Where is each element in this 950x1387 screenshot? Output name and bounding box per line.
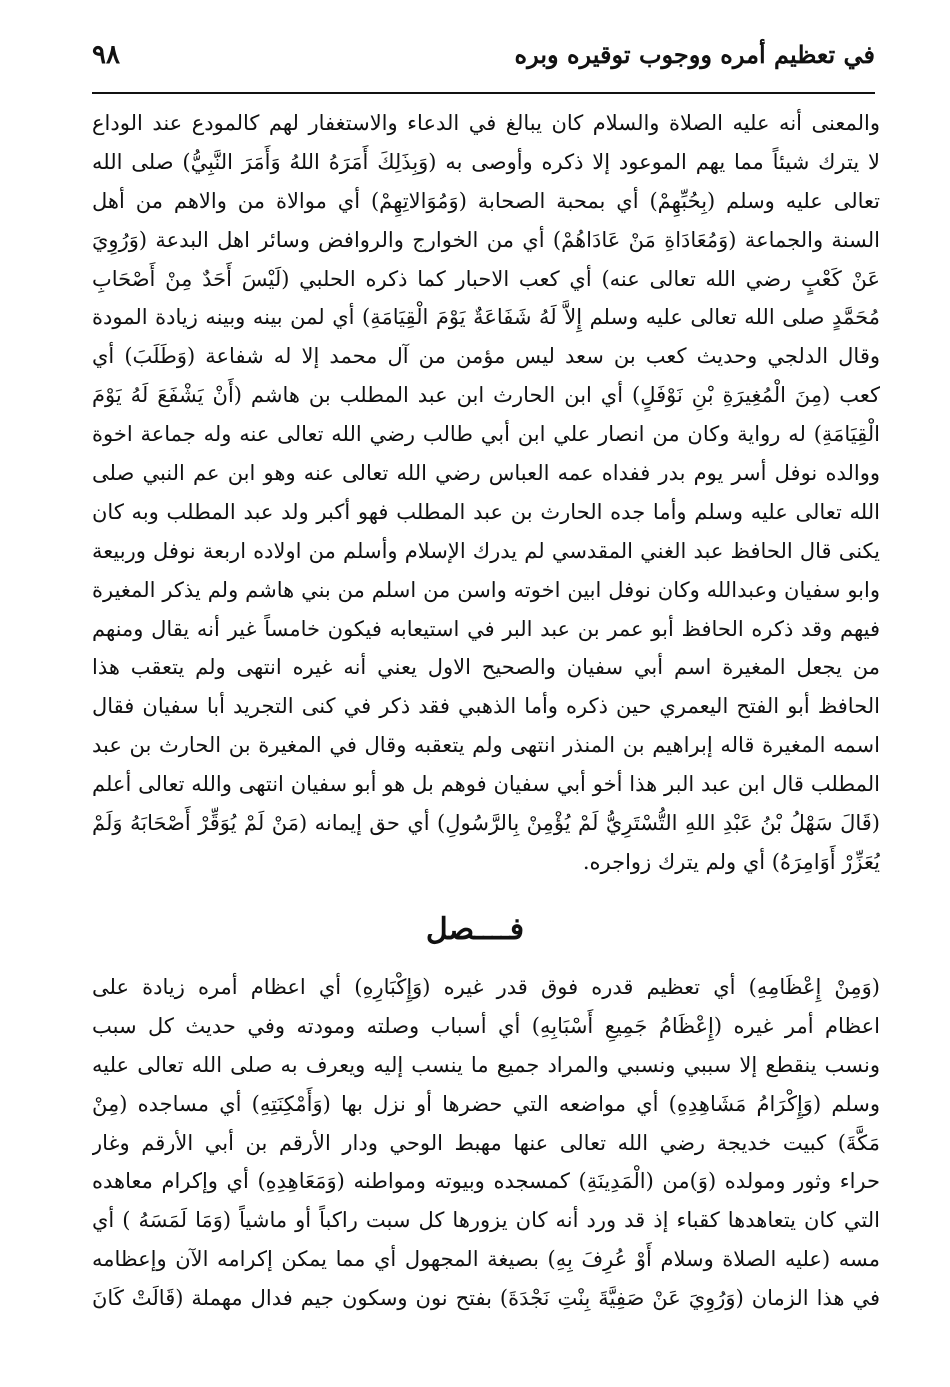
text-line: مَكَّةَ) كبيت خديجة رضي الله تعالى عنها مهبط الوحي ودار الأرقم بن أبي الأرقم وغار — [92, 1130, 880, 1155]
text-line: والمعنى أنه عليه الصلاة والسلام كان يبالغ في الدعاء والاستغفار لهم كالمودع عند الوداع — [92, 111, 880, 135]
text-line: كعب (مِنَ الْمُغِيرَةِ بْنِ نَوْفَلٍ) أي ابن الحارث ابن عبد المطلب بن هاشم (أَنْ يَشْفَعَ لَهُ يَوْمَ — [92, 383, 880, 408]
main-paragraph — [92, 104, 880, 882]
header-title: في تعظيم أمره ووجوب توقيره وبره — [514, 40, 875, 69]
text-line: عَنْ كَعْبٍ رضي الله تعالى عنه) أي كعب الاحبار كما ذكره الحلبي (لَيْسَ أَحَدٌ مِنْ أَصْحَابِ — [92, 266, 880, 291]
text-line: وقال الدلجي وحديث كعب بن سعد ليس مؤمن من آل محمد إلا له شفاعة (وَطَلَبَ) أي — [92, 344, 880, 369]
text-line: من يجعل المغيرة اسم أبي سفيان والصحيح الاول يعني أنه غيره انتهى ولم يتعقب هذا — [92, 655, 880, 680]
text-line: الحافظ أبو الفتح اليعمري حين ذكره وأما الذهبي فقد ذكر في كنى التجريد أبا سفيان فقال — [92, 694, 880, 719]
section-heading: فــــصل — [425, 912, 525, 947]
text-line: في هذا الزمان (وَرُوِيَ عَنْ صَفِيَّةَ بِنْتِ نَجْدَةَ) بفتح نون وسكون جيم فدال مهملة (قَالَتْ كَانَ — [92, 1286, 880, 1311]
section-paragraph — [92, 968, 880, 1318]
text-line: الله تعالى عليه وسلم وأما جده الحارث بن عبد المطلب فهو أكبر ولد عبد المطلب وبه كان — [92, 499, 880, 524]
text-line: يُعَزِّرْ أَوَامِرَهُ) أي ولم يترك زواجره. — [582, 849, 880, 874]
text-line: التي كان يتعاهدها كقباء إذ قد ورد أنه كان يزورها كل سبت راكباً أو ماشياً (وَمَا لَمَسَهُ ) أي — [92, 1208, 880, 1233]
text-line: ونسب ينقطع إلا سببي ونسبي والمراد جميع ما ينسب إليه ويعرف به صلى الله تعالى عليه — [92, 1052, 880, 1077]
text-line: السنة والجماعة (وَمُعَادَاةِ مَنْ عَادَاهُمْ) أي من الخوارج والروافض وسائر اهل البدعة (وَرُوِيَ — [92, 227, 880, 252]
running-header — [92, 40, 875, 86]
text-line: حراء وثور ومولده (وَ)من (الْمَدِينَةِ) كمسجده وبيوته ومواطنه (وَمَعَاهِدِهِ) أي وإكرام معاهده — [92, 1169, 880, 1194]
text-line: وابو سفيان وعبدالله وكان نوفل ابين اخوته واسن من اسلم من بني هاشم ولم يذكر المغيرة — [92, 577, 880, 602]
page-number: ٩٨ — [92, 40, 120, 70]
text-line: (قَالَ سَهْلُ بْنُ عَبْدِ اللهِ التُّسْتَرِيُّ لَمْ يُؤْمِنْ بِالرَّسُولِ) أي حق إيمانه (مَنْ لَمْ يُوَقِّرْ أَصْحَابَهُ وَلَمْ — [92, 811, 880, 836]
header-divider — [92, 92, 875, 94]
text-line: مُحَمَّدٍ صلى الله تعالى عليه وسلم إِلاَّ لَهُ شَفَاعَةٌ يَوْمَ الْقِيَامَةِ) أي لمن بينه وبينه زيادة المودة — [92, 305, 880, 330]
text-line: اسمه المغيرة قاله إبراهيم بن المنذر انتهى ولم يتعقبه وقال في المغيرة بن الحارث بن عبد — [92, 733, 880, 758]
text-line: ووالده نوفل أسر يوم بدر ففداه عمه العباس رضي الله تعالى عنه وهو ابن عم النبي صلى — [92, 461, 880, 486]
text-line: المطلب قال ابن عبد البر هذا أخو أبي سفيان فوهم بل هو أبو سفيان انتهى والله تعالى أعلم — [92, 772, 880, 797]
text-line: الْقِيَامَةِ) له رواية وكان من انصار علي ابن أبي طالب رضي الله تعالى عنه وله جماعة اخوة — [92, 422, 880, 447]
text-line: وسلم (وَإِكْرَامُ مَشَاهِدِهِ) أي مواضعه التي حضرها أو نزل بها (وَأَمْكِنَتِهِ) أي مساجده (مِنْ — [92, 1091, 880, 1116]
text-line: تعالى عليه وسلم (بِحُبِّهِمْ) أي بمحبة الصحابة (وَمُوَالاتِهِمْ) أي موالاة من والاهم من أهل — [92, 188, 880, 213]
text-line: لا يترك شيئاً مما يهم الموعود إلا ذكره وأوصى به (وَبِذَلِكَ أَمَرَهُ اللهُ وَأَمَرَ النَّبِيُّ) صلى الله — [92, 149, 880, 174]
text-line: مسه (عليه الصلاة وسلام أَوْ عُرِفَ بِهِ) بصيغة المجهول أي مما يمكن إكرامه الآن وإعظامه — [92, 1247, 880, 1272]
text-line: يكنى قال الحافظ عبد الغني المقدسي لم يدرك الإسلام وأسلم من اولاده اربعة نوفل وربيعة — [92, 538, 880, 563]
text-line: فيهم وقد ذكره الحافظ أبو عمر بن عبد البر في استيعابه فيكون خامساً غير أنه يقال ومنهم — [92, 616, 880, 641]
text-line: اعظام أمر غيره (إِعْظَامُ جَمِيعِ أَسْبَابِهِ) أي أسباب وصلته ومودته وفي حديث كل سبب — [92, 1013, 880, 1038]
text-line: (وَمِنْ إِعْظَامِهِ) أي تعظيم قدره فوق قدر غيره (وَإِكْبَارِهِ) أي اعظام أمره زيادة على — [92, 975, 880, 999]
